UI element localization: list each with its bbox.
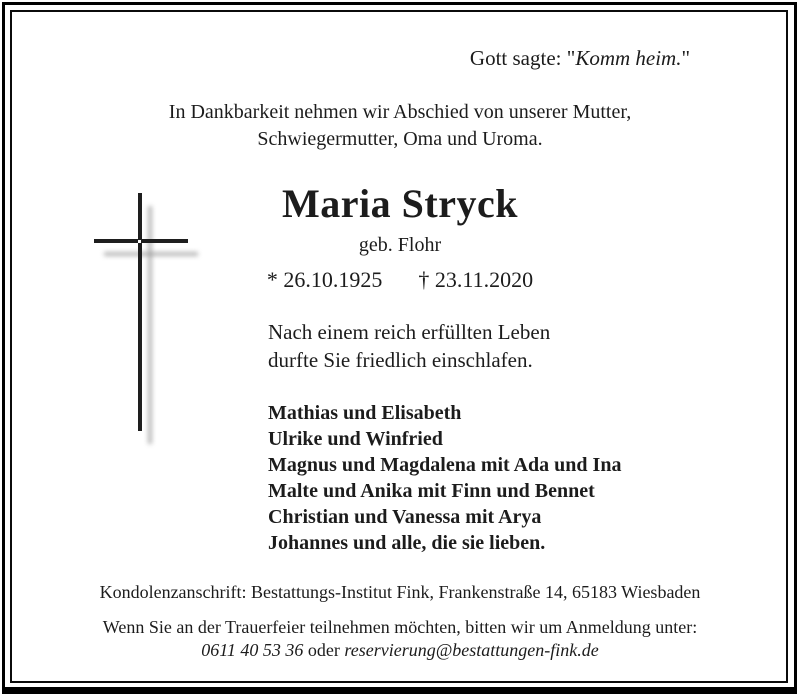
quote-line: [380, 44, 780, 72]
mourner-line: Ulrike und Winfried: [268, 428, 443, 450]
life-dates: [0, 266, 800, 294]
mourner-line: Johannes und alle, die sie lieben.: [268, 532, 546, 554]
registration-note: [0, 616, 800, 662]
farewell-line-2: durfte Sie friedlich einschlafen.: [268, 348, 533, 372]
phone-number: 0611 40 53 36: [201, 640, 304, 660]
farewell-text: [268, 318, 550, 374]
birth-date: * 26.10.1925: [266, 267, 383, 292]
quote-prefix: Gott sagte: ": [469, 46, 576, 70]
condolence-address-line: Kondolenzanschrift: Bestattungs-Institut Fink, Frankenstraße 14, 65183 Wiesbaden: [99, 582, 701, 602]
registration-connector: oder: [303, 640, 345, 660]
intro-text: [0, 99, 800, 153]
deceased-name: Maria Stryck: [282, 181, 518, 226]
death-date: † 23.11.2020: [418, 267, 534, 292]
mourner-line: Magnus und Magdalena mit Ada und Ina: [268, 454, 622, 476]
intro-line-1: In Dankbarkeit nehmen wir Abschied von unserer Mutter,: [168, 101, 632, 123]
mourner-line: Christian und Vanessa mit Arya: [268, 506, 542, 528]
cross-vertical-bar: [138, 193, 142, 431]
registration-line-1: Wenn Sie an der Trauerfeier teilnehmen möchten, bitten wir um Anmeldung unter:: [102, 617, 698, 637]
mourner-line: Malte und Anika mit Finn und Bennet: [268, 480, 595, 502]
quote-emphasis: Komm heim.: [575, 46, 682, 70]
farewell-line-1: Nach einem reich erfüllten Leben: [268, 320, 551, 344]
registration-line-2: [0, 639, 800, 662]
mourners-list: [268, 400, 621, 556]
cross-icon: [90, 190, 220, 460]
intro-line-2: Schwiegermutter, Oma und Uroma.: [257, 128, 543, 150]
email-address: reservierung@bestattungen-fink.de: [344, 640, 599, 660]
maiden-name: geb. Flohr: [358, 234, 442, 256]
mourner-line: Mathias und Elisabeth: [268, 402, 462, 424]
quote-suffix: ": [681, 46, 691, 70]
